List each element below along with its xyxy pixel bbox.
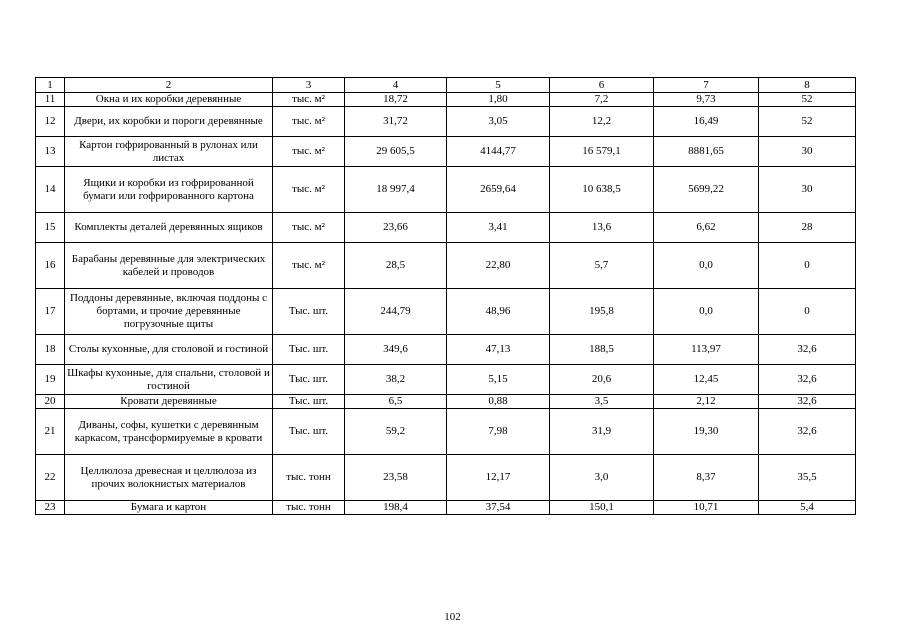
data-table bbox=[35, 77, 856, 515]
value-cell-8: 0 bbox=[759, 289, 856, 335]
value-cell-5: 4144,77 bbox=[447, 137, 550, 167]
value-cell-7: 6,62 bbox=[654, 213, 759, 243]
value-cell-5: 12,17 bbox=[447, 455, 550, 501]
row-number-cell: 19 bbox=[36, 365, 65, 395]
unit-cell: тыс. тонн bbox=[273, 455, 345, 501]
value-cell-6: 10 638,5 bbox=[550, 167, 654, 213]
header-cell: 4 bbox=[345, 78, 447, 93]
value-cell-8: 0 bbox=[759, 243, 856, 289]
row-number-cell: 11 bbox=[36, 93, 65, 107]
value-cell-8: 32,6 bbox=[759, 335, 856, 365]
unit-cell: Тыс. шт. bbox=[273, 289, 345, 335]
table-row bbox=[36, 93, 856, 107]
value-cell-4: 38,2 bbox=[345, 365, 447, 395]
product-name-cell: Шкафы кухонные, для спальни, столовой и гостиной bbox=[65, 365, 273, 395]
value-cell-6: 7,2 bbox=[550, 93, 654, 107]
table-row bbox=[36, 409, 856, 455]
product-name-cell: Диваны, софы, кушетки с деревянным каркасом, трансформируемые в кровати bbox=[65, 409, 273, 455]
page-number: 102 bbox=[444, 611, 461, 623]
value-cell-7: 2,12 bbox=[654, 395, 759, 409]
value-cell-8: 30 bbox=[759, 137, 856, 167]
unit-cell: тыс. м² bbox=[273, 107, 345, 137]
row-number-cell: 15 bbox=[36, 213, 65, 243]
row-number-cell: 14 bbox=[36, 167, 65, 213]
unit-cell: Тыс. шт. bbox=[273, 365, 345, 395]
value-cell-5: 0,88 bbox=[447, 395, 550, 409]
table-row bbox=[36, 213, 856, 243]
product-name-cell: Кровати деревянные bbox=[65, 395, 273, 409]
row-number-cell: 13 bbox=[36, 137, 65, 167]
header-cell: 5 bbox=[447, 78, 550, 93]
row-number-cell: 17 bbox=[36, 289, 65, 335]
value-cell-5: 48,96 bbox=[447, 289, 550, 335]
value-cell-5: 2659,64 bbox=[447, 167, 550, 213]
value-cell-7: 9,73 bbox=[654, 93, 759, 107]
table-row bbox=[36, 107, 856, 137]
row-number-cell: 18 bbox=[36, 335, 65, 365]
value-cell-6: 16 579,1 bbox=[550, 137, 654, 167]
value-cell-8: 30 bbox=[759, 167, 856, 213]
header-cell: 7 bbox=[654, 78, 759, 93]
value-cell-8: 5,4 bbox=[759, 501, 856, 515]
row-number-cell: 21 bbox=[36, 409, 65, 455]
unit-cell: Тыс. шт. bbox=[273, 335, 345, 365]
product-name-cell: Поддоны деревянные, включая поддоны с бортами, и прочие деревянные погрузочные щиты bbox=[65, 289, 273, 335]
value-cell-7: 113,97 bbox=[654, 335, 759, 365]
value-cell-6: 5,7 bbox=[550, 243, 654, 289]
unit-cell: Тыс. шт. bbox=[273, 395, 345, 409]
header-cell: 3 bbox=[273, 78, 345, 93]
value-cell-6: 188,5 bbox=[550, 335, 654, 365]
value-cell-8: 32,6 bbox=[759, 409, 856, 455]
value-cell-7: 0,0 bbox=[654, 243, 759, 289]
value-cell-6: 13,6 bbox=[550, 213, 654, 243]
row-number-cell: 12 bbox=[36, 107, 65, 137]
table-row bbox=[36, 501, 856, 515]
value-cell-7: 8881,65 bbox=[654, 137, 759, 167]
product-name-cell: Комплекты деталей деревянных ящиков bbox=[65, 213, 273, 243]
value-cell-5: 37,54 bbox=[447, 501, 550, 515]
value-cell-4: 198,4 bbox=[345, 501, 447, 515]
table-header-row bbox=[36, 78, 856, 93]
value-cell-7: 10,71 bbox=[654, 501, 759, 515]
value-cell-8: 28 bbox=[759, 213, 856, 243]
value-cell-5: 22,80 bbox=[447, 243, 550, 289]
value-cell-4: 244,79 bbox=[345, 289, 447, 335]
value-cell-8: 32,6 bbox=[759, 395, 856, 409]
value-cell-4: 59,2 bbox=[345, 409, 447, 455]
value-cell-4: 18,72 bbox=[345, 93, 447, 107]
value-cell-6: 3,0 bbox=[550, 455, 654, 501]
table-row bbox=[36, 455, 856, 501]
value-cell-4: 31,72 bbox=[345, 107, 447, 137]
value-cell-5: 1,80 bbox=[447, 93, 550, 107]
value-cell-7: 8,37 bbox=[654, 455, 759, 501]
value-cell-8: 52 bbox=[759, 107, 856, 137]
header-cell: 2 bbox=[65, 78, 273, 93]
row-number-cell: 20 bbox=[36, 395, 65, 409]
unit-cell: тыс. м² bbox=[273, 243, 345, 289]
product-name-cell: Ящики и коробки из гофрированной бумаги или гофрированного картона bbox=[65, 167, 273, 213]
value-cell-4: 23,66 bbox=[345, 213, 447, 243]
value-cell-6: 195,8 bbox=[550, 289, 654, 335]
value-cell-7: 19,30 bbox=[654, 409, 759, 455]
table-row bbox=[36, 289, 856, 335]
value-cell-7: 12,45 bbox=[654, 365, 759, 395]
table-row bbox=[36, 137, 856, 167]
value-cell-6: 12,2 bbox=[550, 107, 654, 137]
value-cell-6: 31,9 bbox=[550, 409, 654, 455]
value-cell-7: 5699,22 bbox=[654, 167, 759, 213]
product-name-cell: Барабаны деревянные для электрических кабелей и проводов bbox=[65, 243, 273, 289]
value-cell-5: 3,41 bbox=[447, 213, 550, 243]
header-cell: 1 bbox=[36, 78, 65, 93]
table-row bbox=[36, 335, 856, 365]
header-cell: 8 bbox=[759, 78, 856, 93]
value-cell-4: 349,6 bbox=[345, 335, 447, 365]
value-cell-8: 32,6 bbox=[759, 365, 856, 395]
value-cell-6: 20,6 bbox=[550, 365, 654, 395]
product-name-cell: Двери, их коробки и пороги деревянные bbox=[65, 107, 273, 137]
value-cell-8: 52 bbox=[759, 93, 856, 107]
row-number-cell: 23 bbox=[36, 501, 65, 515]
table-row bbox=[36, 395, 856, 409]
value-cell-4: 6,5 bbox=[345, 395, 447, 409]
table-row bbox=[36, 365, 856, 395]
value-cell-4: 23,58 bbox=[345, 455, 447, 501]
value-cell-4: 18 997,4 bbox=[345, 167, 447, 213]
value-cell-4: 29 605,5 bbox=[345, 137, 447, 167]
unit-cell: тыс. м² bbox=[273, 137, 345, 167]
value-cell-8: 35,5 bbox=[759, 455, 856, 501]
unit-cell: тыс. м² bbox=[273, 167, 345, 213]
unit-cell: тыс. м² bbox=[273, 93, 345, 107]
value-cell-5: 3,05 bbox=[447, 107, 550, 137]
product-name-cell: Столы кухонные, для столовой и гостиной bbox=[65, 335, 273, 365]
unit-cell: тыс. м² bbox=[273, 213, 345, 243]
table-row bbox=[36, 243, 856, 289]
value-cell-4: 28,5 bbox=[345, 243, 447, 289]
table-row bbox=[36, 167, 856, 213]
row-number-cell: 16 bbox=[36, 243, 65, 289]
value-cell-7: 0,0 bbox=[654, 289, 759, 335]
product-name-cell: Окна и их коробки деревянные bbox=[65, 93, 273, 107]
value-cell-7: 16,49 bbox=[654, 107, 759, 137]
value-cell-5: 47,13 bbox=[447, 335, 550, 365]
product-name-cell: Картон гофрированный в рулонах или листах bbox=[65, 137, 273, 167]
unit-cell: тыс. тонн bbox=[273, 501, 345, 515]
product-name-cell: Целлюлоза древесная и целлюлоза из прочих волокнистых материалов bbox=[65, 455, 273, 501]
unit-cell: Тыс. шт. bbox=[273, 409, 345, 455]
table-body bbox=[36, 78, 856, 515]
value-cell-5: 7,98 bbox=[447, 409, 550, 455]
product-name-cell: Бумага и картон bbox=[65, 501, 273, 515]
header-cell: 6 bbox=[550, 78, 654, 93]
value-cell-6: 3,5 bbox=[550, 395, 654, 409]
row-number-cell: 22 bbox=[36, 455, 65, 501]
value-cell-6: 150,1 bbox=[550, 501, 654, 515]
value-cell-5: 5,15 bbox=[447, 365, 550, 395]
